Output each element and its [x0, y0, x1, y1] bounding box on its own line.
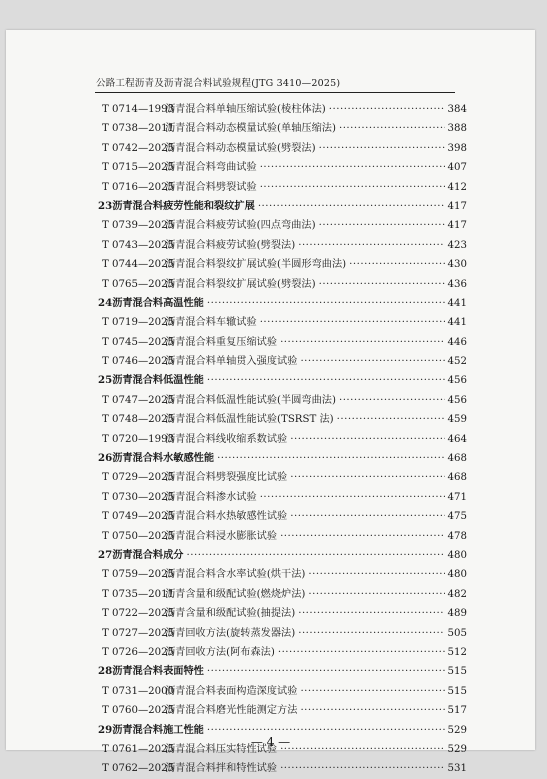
toc-entry-row [95, 604, 467, 623]
page-reference: 456 [447, 394, 467, 406]
dot-leader [290, 430, 444, 449]
page-reference: 529 [447, 724, 467, 736]
dot-leader [260, 158, 445, 177]
toc-entry-row [95, 255, 467, 274]
toc-section-row [95, 371, 467, 390]
toc-entry-row [95, 178, 467, 197]
section-number: 29 [98, 723, 113, 736]
page-reference: 468 [447, 472, 467, 484]
page-reference: 517 [447, 705, 467, 717]
toc-entry-row [95, 682, 467, 701]
toc-entry-row [95, 119, 467, 138]
standard-code: T 0748—2025 [102, 414, 175, 426]
dot-leader [298, 604, 444, 623]
standard-code: T 0719—2025 [102, 317, 175, 329]
toc-entry-row [95, 430, 467, 449]
entry-title: 沥青混合料水热敏感性试验 [165, 511, 288, 523]
section-number: 25 [98, 374, 113, 387]
dot-leader [339, 391, 445, 410]
page-reference: 480 [447, 549, 467, 561]
standard-code: T 0762—2025 [102, 763, 175, 775]
entry-title: 沥青混合料裂纹扩展试验(劈裂法) [165, 278, 316, 290]
dot-leader [300, 352, 444, 371]
dot-leader [329, 100, 445, 119]
toc-entry-row [95, 701, 467, 720]
page-reference: 452 [447, 356, 467, 368]
dot-leader [300, 701, 444, 720]
page-reference: 531 [447, 763, 467, 775]
entry-title: 沥青混合料低温性能试验(半圆弯曲法) [165, 394, 336, 406]
standard-code: T 0765—2025 [102, 278, 175, 290]
entry-title: 沥青混合料疲劳试验(四点弯曲法) [165, 220, 316, 232]
page-reference: 468 [447, 453, 467, 465]
standard-code: T 0716—2025 [102, 181, 175, 193]
page-reference: 441 [447, 317, 467, 329]
dot-leader [260, 488, 445, 507]
entry-title: 沥青混合料裂纹扩展试验(半圆形弯曲法) [165, 259, 347, 271]
page-reference: 417 [447, 200, 467, 212]
page-reference: 482 [447, 588, 467, 600]
page-reference: 512 [447, 646, 467, 658]
section-title: 沥青混合料施工性能 [112, 723, 204, 736]
standard-code: T 0739—2025 [102, 220, 175, 232]
toc-entry-row [95, 565, 467, 584]
dot-leader [260, 313, 445, 332]
standard-code: T 0746—2025 [102, 356, 175, 368]
toc-section-row [95, 449, 467, 468]
dot-leader [207, 294, 445, 313]
toc-entry-row [95, 410, 467, 429]
entry-title: 沥青混合料浸水膨胀试验 [165, 530, 278, 542]
toc-entry-row [95, 158, 467, 177]
entry-title: 沥青混合料动态模量试验(单轴压缩法) [165, 123, 336, 135]
standard-code: T 0738—2011 [102, 123, 175, 135]
document-page [6, 30, 535, 775]
section-number: 24 [98, 296, 113, 309]
section-title: 沥青混合料疲劳性能和裂纹扩展 [112, 199, 255, 212]
toc-section-row [95, 294, 467, 313]
page-reference: 407 [447, 162, 467, 174]
dot-leader [308, 565, 444, 584]
standard-code: T 0730—2025 [102, 491, 175, 503]
page-reference: 480 [447, 569, 467, 581]
dot-leader [217, 449, 444, 468]
standard-code: T 0760—2025 [102, 705, 175, 717]
dot-leader [258, 197, 445, 216]
page-reference: 515 [447, 685, 467, 697]
standard-code: T 0744—2025 [102, 259, 175, 271]
standard-code: T 0729—2025 [102, 472, 175, 484]
page-reference: 471 [447, 491, 467, 503]
dot-leader [278, 643, 445, 662]
dot-leader [308, 585, 444, 604]
standard-code: T 0727—2025 [102, 627, 175, 639]
dot-leader [319, 275, 445, 294]
toc-section-row [95, 197, 467, 216]
entry-title: 沥青混合料单轴贯入强度试验 [165, 356, 298, 368]
page-reference: 489 [447, 608, 467, 620]
dot-leader [337, 410, 445, 429]
standard-code: T 0745—2025 [102, 336, 175, 348]
page-reference: 464 [447, 433, 467, 445]
standard-code: T 0715—2025 [102, 162, 175, 174]
page-number: — 4 — [250, 735, 291, 749]
section-number: 23 [98, 199, 113, 212]
toc-entry-row [95, 488, 467, 507]
entry-title: 沥青混合料拌和特性试验 [165, 763, 278, 775]
page-reference: 436 [447, 278, 467, 290]
table-of-contents [95, 100, 467, 779]
standard-code: T 0742—2025 [102, 142, 175, 154]
page-reference: 388 [447, 123, 467, 135]
standard-code: T 0747—2025 [102, 394, 175, 406]
standard-code: T 0749—2025 [102, 511, 175, 523]
section-number: 28 [98, 665, 113, 678]
toc-section-row [95, 546, 467, 565]
toc-entry-row [95, 313, 467, 332]
header-rule [95, 92, 455, 93]
page-reference: 515 [447, 666, 467, 678]
toc-entry-row [95, 759, 467, 778]
section-title: 沥青混合料低温性能 [112, 374, 204, 387]
standard-code: T 0714—1993 [102, 104, 175, 115]
entry-title: 沥青混合料线收缩系数试验 [165, 433, 288, 445]
entry-title: 沥青混合料磨光性能测定方法 [165, 705, 298, 717]
page-reference: 398 [447, 142, 467, 154]
entry-title: 沥青含量和级配试验(燃烧炉法) [165, 588, 306, 600]
dot-leader [280, 333, 444, 352]
entry-title: 沥青混合料疲劳试验(劈裂法) [165, 239, 296, 251]
entry-title: 沥青含量和级配试验(抽提法) [165, 608, 296, 620]
entry-title: 沥青回收方法(阿布森法) [165, 646, 275, 658]
dot-leader [349, 255, 444, 274]
toc-entry-row [95, 139, 467, 158]
toc-section-row [95, 662, 467, 681]
standard-code: T 0743—2025 [102, 239, 175, 251]
dot-leader [300, 682, 444, 701]
toc-entry-row [95, 624, 467, 643]
standard-code: T 0759—2025 [102, 569, 175, 581]
section-title: 沥青混合料水敏感性能 [112, 452, 215, 465]
entry-title: 沥青混合料重复压缩试验 [165, 336, 278, 348]
toc-entry-row [95, 236, 467, 255]
toc-entry-row [95, 391, 467, 410]
page-reference: 478 [447, 530, 467, 542]
page-reference: 505 [447, 627, 467, 639]
dot-leader [207, 371, 445, 390]
standard-code: T 0750—2025 [102, 530, 175, 542]
dot-leader [207, 662, 445, 681]
page-reference: 475 [447, 511, 467, 523]
page-reference: 423 [447, 239, 467, 251]
entry-title: 沥青混合料动态模量试验(劈裂法) [165, 142, 316, 154]
standard-code: T 0735—2011 [102, 588, 175, 600]
page-reference: 529 [447, 743, 467, 755]
toc-entry-row [95, 216, 467, 235]
entry-title: 沥青混合料低温性能试验(TSRST 法) [165, 414, 334, 426]
dot-leader [260, 178, 445, 197]
page-reference: 384 [447, 104, 467, 115]
page-reference: 456 [447, 375, 467, 387]
entry-title: 沥青混合料渗水试验 [165, 491, 257, 503]
toc-entry-row [95, 468, 467, 487]
dot-leader [319, 216, 445, 235]
dot-leader [298, 624, 444, 643]
toc-entry-row [95, 585, 467, 604]
dot-leader [319, 139, 445, 158]
section-title: 沥青混合料表面特性 [112, 665, 204, 678]
dot-leader [298, 236, 444, 255]
section-title: 沥青混合料成分 [112, 548, 184, 561]
dot-leader [280, 527, 444, 546]
dot-leader [290, 468, 444, 487]
entry-title: 沥青回收方法(旋转蒸发器法) [165, 627, 296, 639]
entry-title: 沥青混合料含水率试验(烘干法) [165, 569, 306, 581]
standard-code: T 0722—2025 [102, 608, 175, 620]
standard-code: T 0726—2025 [102, 646, 175, 658]
toc-entry-row [95, 275, 467, 294]
dot-leader [339, 119, 445, 138]
page-reference: 446 [447, 336, 467, 348]
entry-title: 沥青混合料表面构造深度试验 [165, 685, 298, 697]
page-reference: 441 [447, 297, 467, 309]
standard-code: T 0761—2025 [102, 743, 175, 755]
entry-title: 沥青混合料单轴压缩试验(棱柱体法) [165, 104, 326, 115]
section-title: 沥青混合料高温性能 [112, 296, 204, 309]
entry-title: 沥青混合料压实特性试验 [165, 743, 278, 755]
toc-entry-row [95, 507, 467, 526]
standard-code: T 0731—2000 [102, 685, 175, 697]
running-header: 公路工程沥青及沥青混合料试验规程(JTG 3410—2025) [96, 78, 341, 89]
dot-leader [187, 546, 445, 565]
page-reference: 412 [447, 181, 467, 193]
standard-code: T 0720—1993 [102, 433, 175, 445]
toc-entry-row [95, 643, 467, 662]
section-number: 26 [98, 452, 113, 465]
section-number: 27 [98, 548, 113, 561]
dot-leader [290, 507, 444, 526]
entry-title: 沥青混合料弯曲试验 [165, 162, 257, 174]
entry-title: 沥青混合料劈裂强度比试验 [165, 472, 288, 484]
page-reference: 417 [447, 220, 467, 232]
toc-entry-row [95, 333, 467, 352]
toc-entry-row [95, 100, 467, 119]
page-reference: 459 [447, 414, 467, 426]
toc-entry-row [95, 352, 467, 371]
entry-title: 沥青混合料车辙试验 [165, 317, 257, 329]
toc-entry-row [95, 527, 467, 546]
dot-leader [280, 759, 444, 778]
page-reference: 430 [447, 259, 467, 271]
entry-title: 沥青混合料劈裂试验 [165, 181, 257, 193]
